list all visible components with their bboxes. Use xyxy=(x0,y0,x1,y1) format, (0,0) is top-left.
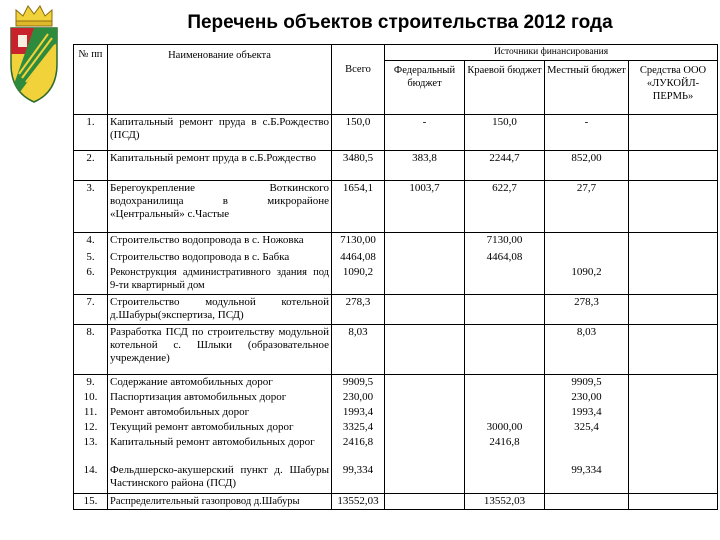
header-total: Всего xyxy=(332,45,385,115)
row-total: 1654,1 xyxy=(332,181,385,233)
row-name: Капитальный ремонт автомобильных дорог xyxy=(108,435,332,463)
row-total: 4464,08 xyxy=(332,250,385,265)
table-row xyxy=(74,420,718,435)
row-total: 9909,5 xyxy=(332,375,385,391)
row-name: Ремонт автомобильных дорог xyxy=(108,405,332,420)
row-number: 14. xyxy=(74,463,108,493)
row-local: 1090,2 xyxy=(545,265,629,295)
table-row xyxy=(74,151,718,181)
row-number: 12. xyxy=(74,420,108,435)
row-number: 3. xyxy=(74,181,108,233)
header-number: № пп xyxy=(74,45,108,115)
row-lukoil xyxy=(629,375,718,391)
row-local xyxy=(545,435,629,463)
row-number: 8. xyxy=(74,325,108,375)
row-total: 2416,8 xyxy=(332,435,385,463)
row-number: 5. xyxy=(74,250,108,265)
coat-of-arms-icon xyxy=(8,2,60,104)
row-name: Строительство водопровода в с. Ножовка xyxy=(108,233,332,250)
row-total: 13552,03 xyxy=(332,493,385,509)
row-federal: - xyxy=(385,115,465,151)
row-lukoil xyxy=(629,405,718,420)
row-total: 1993,4 xyxy=(332,405,385,420)
row-name: Фельдшерско-акушерский пункт д. Шабуры Частинского района (ПСД) xyxy=(108,463,332,493)
row-number: 1. xyxy=(74,115,108,151)
row-local: 9909,5 xyxy=(545,375,629,391)
row-federal xyxy=(385,233,465,250)
table-row xyxy=(74,390,718,405)
table-row xyxy=(74,375,718,391)
header-federal: Федеральный бюджет xyxy=(385,61,465,115)
row-regional: 150,0 xyxy=(465,115,545,151)
row-federal xyxy=(385,493,465,509)
row-total: 8,03 xyxy=(332,325,385,375)
row-number: 2. xyxy=(74,151,108,181)
row-number: 11. xyxy=(74,405,108,420)
row-federal xyxy=(385,390,465,405)
row-number: 7. xyxy=(74,295,108,325)
row-lukoil xyxy=(629,151,718,181)
row-total: 278,3 xyxy=(332,295,385,325)
row-name: Текущий ремонт автомобильных дорог xyxy=(108,420,332,435)
row-regional xyxy=(465,265,545,295)
row-lukoil xyxy=(629,233,718,250)
coat-of-arms-logo xyxy=(8,2,60,104)
row-number: 6. xyxy=(74,265,108,295)
row-number: 10. xyxy=(74,390,108,405)
row-name: Распределительный газопровод д.Шабуры xyxy=(108,493,332,509)
construction-objects-table xyxy=(73,44,718,510)
row-local: 278,3 xyxy=(545,295,629,325)
row-lukoil xyxy=(629,181,718,233)
row-federal xyxy=(385,375,465,391)
row-local: 1993,4 xyxy=(545,405,629,420)
row-local: - xyxy=(545,115,629,151)
table-row xyxy=(74,405,718,420)
row-name: Строительство модульной котельной д.Шабуры(экспертиза, ПСД) xyxy=(108,295,332,325)
row-federal xyxy=(385,420,465,435)
row-federal xyxy=(385,250,465,265)
row-total: 150,0 xyxy=(332,115,385,151)
table-row xyxy=(74,463,718,493)
row-federal: 383,8 xyxy=(385,151,465,181)
table-row xyxy=(74,115,718,151)
row-lukoil xyxy=(629,250,718,265)
row-regional: 622,7 xyxy=(465,181,545,233)
row-local: 230,00 xyxy=(545,390,629,405)
row-regional xyxy=(465,463,545,493)
row-lukoil xyxy=(629,115,718,151)
row-federal xyxy=(385,463,465,493)
page-title: Перечень объектов строительства 2012 года xyxy=(187,12,613,33)
row-name: Паспортизация автомобильных дорог xyxy=(108,390,332,405)
row-number: 15. xyxy=(74,493,108,509)
row-total: 7130,00 xyxy=(332,233,385,250)
row-total: 3480,5 xyxy=(332,151,385,181)
header-regional: Краевой бюджет xyxy=(465,61,545,115)
row-local: 852,00 xyxy=(545,151,629,181)
row-total: 230,00 xyxy=(332,390,385,405)
row-federal xyxy=(385,435,465,463)
row-total: 3325,4 xyxy=(332,420,385,435)
row-name: Капитальный ремонт пруда в с.Б.Рождество xyxy=(108,151,332,181)
row-regional: 3000,00 xyxy=(465,420,545,435)
row-regional: 13552,03 xyxy=(465,493,545,509)
row-regional xyxy=(465,405,545,420)
row-lukoil xyxy=(629,295,718,325)
table-row xyxy=(74,435,718,463)
row-number: 4. xyxy=(74,233,108,250)
row-federal: 1003,7 xyxy=(385,181,465,233)
row-name: Берегоукрепление Воткинского водохранилища в микрорайоне «Центральный» с.Частые xyxy=(108,181,332,233)
row-lukoil xyxy=(629,325,718,375)
row-lukoil xyxy=(629,463,718,493)
row-name: Содержание автомобильных дорог xyxy=(108,375,332,391)
table-row xyxy=(74,181,718,233)
header-lukoil: Средства ООО «ЛУКОЙЛ-ПЕРМЬ» xyxy=(629,61,718,115)
row-local xyxy=(545,493,629,509)
row-lukoil xyxy=(629,420,718,435)
row-regional: 4464,08 xyxy=(465,250,545,265)
row-total: 99,334 xyxy=(332,463,385,493)
row-regional: 7130,00 xyxy=(465,233,545,250)
row-lukoil xyxy=(629,390,718,405)
table-row xyxy=(74,233,718,250)
row-local xyxy=(545,250,629,265)
row-local xyxy=(545,233,629,250)
row-federal xyxy=(385,265,465,295)
table-row xyxy=(74,265,718,295)
row-name: Строительство водопровода в с. Бабка xyxy=(108,250,332,265)
header-local: Местный бюджет xyxy=(545,61,629,115)
row-regional: 2244,7 xyxy=(465,151,545,181)
row-regional xyxy=(465,295,545,325)
row-regional xyxy=(465,390,545,405)
table-row xyxy=(74,295,718,325)
row-lukoil xyxy=(629,435,718,463)
row-federal xyxy=(385,295,465,325)
row-local: 8,03 xyxy=(545,325,629,375)
table-row xyxy=(74,493,718,509)
row-number: 13. xyxy=(74,435,108,463)
row-federal xyxy=(385,405,465,420)
row-local: 325,4 xyxy=(545,420,629,435)
table-row xyxy=(74,325,718,375)
row-number: 9. xyxy=(74,375,108,391)
row-name: Реконструкция административного здания под 9-ти квартирный дом xyxy=(108,265,332,295)
row-lukoil xyxy=(629,265,718,295)
row-name: Разработка ПСД по строительству модульной котельной с. Шлыки (образовательное учреждение) xyxy=(108,325,332,375)
row-lukoil xyxy=(629,493,718,509)
row-name: Капитальный ремонт пруда в с.Б.Рождество (ПСД) xyxy=(108,115,332,151)
row-regional xyxy=(465,375,545,391)
row-federal xyxy=(385,325,465,375)
row-total: 1090,2 xyxy=(332,265,385,295)
header-funding-sources: Источники финансирования xyxy=(385,45,718,61)
row-regional xyxy=(465,325,545,375)
row-regional: 2416,8 xyxy=(465,435,545,463)
header-name: Наименование объекта xyxy=(108,45,332,115)
table-row xyxy=(74,250,718,265)
row-local: 27,7 xyxy=(545,181,629,233)
row-local: 99,334 xyxy=(545,463,629,493)
